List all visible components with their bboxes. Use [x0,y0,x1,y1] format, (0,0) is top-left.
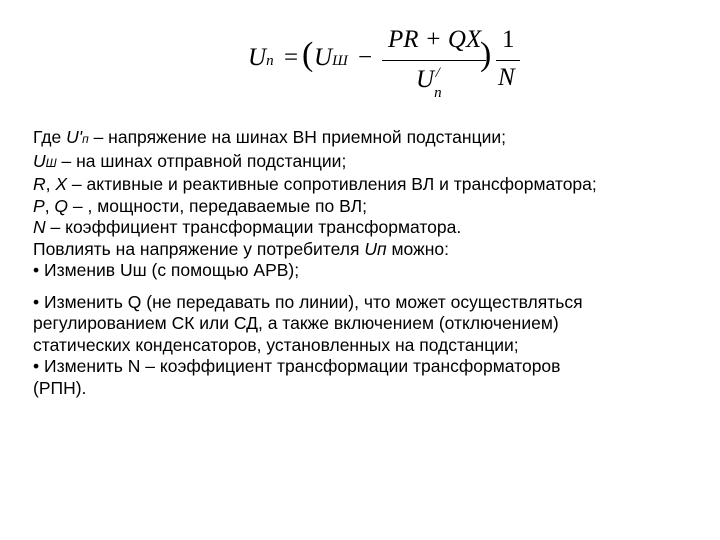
paragraph-gap [33,282,703,292]
formula-rhs [314,44,348,72]
formula-lhs-sub: n [266,53,274,69]
line-1-prefix: Где [33,127,67,147]
formula-lhs-var: U [248,44,267,71]
line-6 [33,239,703,261]
line-1-rest: – напряжение на шинах ВН приемной подстанции; [88,127,507,147]
line-4 [33,196,703,218]
line-6-var: Uп [364,238,387,259]
line-1 [33,127,703,151]
line-2-rest: – на шинах отправной подстанции; [56,150,347,171]
formula-rhs-var: U [314,44,333,71]
line-3-sep: , [45,174,56,194]
bullet-2-cont-1: регулированием СК или СД, а также включением (отключением) [33,313,559,333]
formula-denominator [416,65,446,101]
explanation-text [33,127,703,399]
formula-frac2-numerator: 1 [502,26,515,53]
line-2-var: U [33,150,46,171]
bullet-2-cont-2: статических конденсаторов, установленных на подстанции; [33,334,519,355]
formula-close-paren: ) [480,36,492,73]
bullet-3: • Изменить N – коэффициент трансформации трансформаторов [33,356,561,376]
formula-lhs [248,44,274,72]
line-2-sub: Ш [45,155,57,170]
line-5-rest: – коэффициент трансформации трансформатора. [45,217,462,237]
line-4-var2: Q [54,195,69,216]
formula-frac2-denominator: N [498,64,515,91]
formula-fraction2-bar [496,60,520,61]
line-3-rest: – активные и реактивные сопротивления ВЛ и трансформатора; [67,174,597,194]
formula-numerator: PR + QX [388,26,482,53]
formula-denominator-sup: / [435,65,440,81]
line-4-var1: P [33,195,45,216]
line-5-var: N [33,217,46,237]
line-1-sub: п [82,132,89,146]
line-3-var2: X [55,174,68,194]
bullet-2: • Изменить Q (не передавать по линии), что может осуществляться [33,291,583,312]
formula-denominator-var: U [416,66,435,93]
line-1-var: U' [66,127,83,147]
formula-minus: − [358,44,373,71]
bullet-3-cont: (РПН). [33,377,87,398]
line-6-text: Повлиять на напряжение у потребителя [33,238,365,259]
formula-fraction-bar [382,60,486,61]
line-5 [33,217,703,239]
line-6-rest: можно: [386,238,450,259]
formula-denominator-sub: n [434,85,442,101]
line-2 [33,151,703,175]
bullet-1: • Изменив Uш (с помощью АРВ); [33,260,300,280]
formula-rhs-sub: Ш [332,53,348,69]
formula [240,22,530,110]
formula-open-paren: ( [302,36,314,73]
line-4-rest: – , мощности, передаваемые по ВЛ; [68,195,367,216]
line-3-var1: R [33,174,46,194]
line-4-sep: , [44,195,55,216]
line-3 [33,174,703,196]
formula-equals: = [284,44,299,71]
